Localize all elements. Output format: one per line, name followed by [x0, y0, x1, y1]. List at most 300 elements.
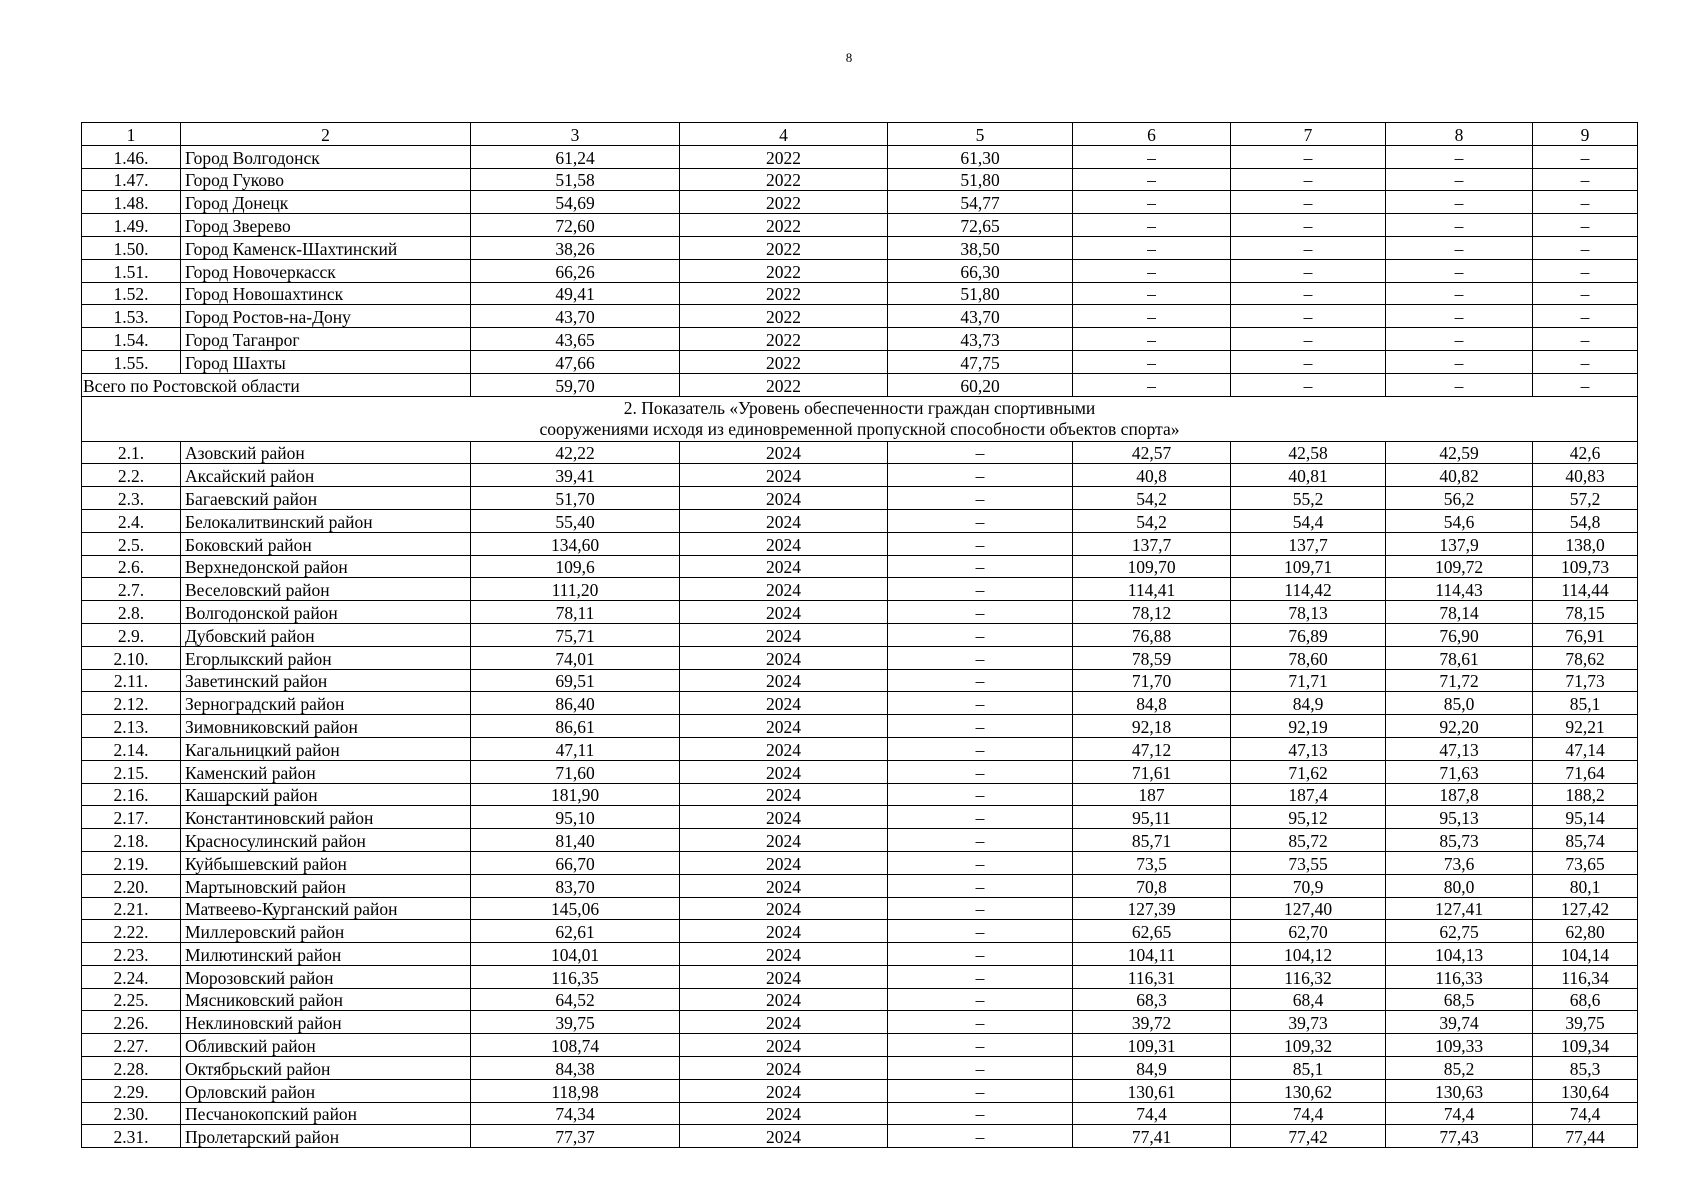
value-cell: 78,11: [471, 601, 680, 624]
territory-name: Зимовниковский район: [181, 715, 471, 738]
territory-name: Багаевский район: [181, 487, 471, 510]
row-number: 2.27.: [82, 1034, 181, 1057]
value-cell: 39,73: [1231, 1011, 1386, 1034]
table-row: [82, 692, 1638, 715]
indicator-table: [81, 122, 1638, 1148]
value-cell: 2024: [680, 1011, 888, 1034]
value-cell: 188,2: [1533, 783, 1638, 806]
value-cell: 40,8: [1073, 464, 1231, 487]
territory-name: Неклиновский район: [181, 1011, 471, 1034]
value-cell: 66,70: [471, 851, 680, 874]
value-cell: 54,8: [1533, 509, 1638, 532]
territory-name: Город Новошахтинск: [181, 282, 471, 305]
territory-name: Город Зверево: [181, 214, 471, 237]
value-cell: 2024: [680, 829, 888, 852]
value-cell: –: [1231, 328, 1386, 351]
row-number: 2.19.: [82, 851, 181, 874]
value-cell: 2024: [680, 851, 888, 874]
row-number: 1.51.: [82, 259, 181, 282]
value-cell: –: [1073, 373, 1231, 396]
value-cell: 78,62: [1533, 646, 1638, 669]
column-header: 5: [888, 123, 1073, 146]
row-number: 1.52.: [82, 282, 181, 305]
value-cell: 2024: [680, 692, 888, 715]
value-cell: 42,57: [1073, 441, 1231, 464]
value-cell: –: [888, 555, 1073, 578]
value-cell: 2024: [680, 555, 888, 578]
value-cell: 39,75: [471, 1011, 680, 1034]
territory-name: Песчанокопский район: [181, 1102, 471, 1125]
value-cell: 2024: [680, 669, 888, 692]
value-cell: 2024: [680, 897, 888, 920]
value-cell: 70,8: [1073, 874, 1231, 897]
value-cell: 75,71: [471, 623, 680, 646]
value-cell: 76,88: [1073, 623, 1231, 646]
value-cell: 43,70: [888, 305, 1073, 328]
value-cell: 68,5: [1386, 988, 1533, 1011]
value-cell: 71,60: [471, 760, 680, 783]
row-number: 2.24.: [82, 965, 181, 988]
value-cell: 71,62: [1231, 760, 1386, 783]
value-cell: 66,30: [888, 259, 1073, 282]
value-cell: 47,14: [1533, 737, 1638, 760]
value-cell: –: [888, 441, 1073, 464]
value-cell: 81,40: [471, 829, 680, 852]
row-number: 2.17.: [82, 806, 181, 829]
value-cell: 80,0: [1386, 874, 1533, 897]
territory-name: Белокалитвинский район: [181, 509, 471, 532]
value-cell: 85,3: [1533, 1057, 1638, 1080]
table-row: [82, 669, 1638, 692]
value-cell: 39,74: [1386, 1011, 1533, 1034]
value-cell: 85,72: [1231, 829, 1386, 852]
territory-name: Обливский район: [181, 1034, 471, 1057]
table-row: [82, 851, 1638, 874]
value-cell: 145,06: [471, 897, 680, 920]
value-cell: –: [1533, 236, 1638, 259]
value-cell: 78,12: [1073, 601, 1231, 624]
value-cell: 39,75: [1533, 1011, 1638, 1034]
value-cell: 95,13: [1386, 806, 1533, 829]
table-row: [82, 145, 1638, 168]
table-row: [82, 487, 1638, 510]
value-cell: –: [1386, 282, 1533, 305]
territory-name: Город Каменск-Шахтинский: [181, 236, 471, 259]
value-cell: 78,14: [1386, 601, 1533, 624]
value-cell: 71,63: [1386, 760, 1533, 783]
value-cell: 95,14: [1533, 806, 1638, 829]
value-cell: –: [1386, 259, 1533, 282]
value-cell: 130,62: [1231, 1079, 1386, 1102]
value-cell: 85,1: [1231, 1057, 1386, 1080]
value-cell: –: [888, 578, 1073, 601]
value-cell: 2022: [680, 373, 888, 396]
value-cell: 2024: [680, 988, 888, 1011]
row-number: 2.28.: [82, 1057, 181, 1080]
value-cell: –: [1533, 191, 1638, 214]
value-cell: –: [888, 737, 1073, 760]
value-cell: 2024: [680, 1057, 888, 1080]
value-cell: 68,3: [1073, 988, 1231, 1011]
value-cell: –: [888, 464, 1073, 487]
value-cell: 116,34: [1533, 965, 1638, 988]
table-row: [82, 236, 1638, 259]
section-title-line: 2. Показатель «Уровень обеспеченности граждан спортивными: [623, 397, 1096, 418]
section-title-row: [82, 396, 1638, 441]
value-cell: 104,01: [471, 943, 680, 966]
value-cell: 61,24: [471, 145, 680, 168]
value-cell: 114,42: [1231, 578, 1386, 601]
value-cell: –: [1386, 191, 1533, 214]
section-title: [82, 396, 1638, 441]
value-cell: –: [1533, 328, 1638, 351]
value-cell: 2022: [680, 305, 888, 328]
value-cell: 181,90: [471, 783, 680, 806]
value-cell: –: [1073, 191, 1231, 214]
value-cell: 62,80: [1533, 920, 1638, 943]
territory-name: Октябрьский район: [181, 1057, 471, 1080]
value-cell: 2024: [680, 806, 888, 829]
value-cell: –: [1231, 168, 1386, 191]
table-row: [82, 920, 1638, 943]
value-cell: 2022: [680, 282, 888, 305]
value-cell: 62,75: [1386, 920, 1533, 943]
value-cell: 54,69: [471, 191, 680, 214]
value-cell: –: [888, 601, 1073, 624]
value-cell: 77,41: [1073, 1125, 1231, 1148]
value-cell: 109,6: [471, 555, 680, 578]
value-cell: 40,83: [1533, 464, 1638, 487]
value-cell: 47,12: [1073, 737, 1231, 760]
value-cell: 118,98: [471, 1079, 680, 1102]
value-cell: 85,0: [1386, 692, 1533, 715]
value-cell: –: [1533, 168, 1638, 191]
value-cell: 109,72: [1386, 555, 1533, 578]
value-cell: 39,72: [1073, 1011, 1231, 1034]
value-cell: –: [888, 1057, 1073, 1080]
row-number: 1.48.: [82, 191, 181, 214]
value-cell: –: [1386, 214, 1533, 237]
header-row: [82, 123, 1638, 146]
row-number: 1.50.: [82, 236, 181, 259]
value-cell: 47,75: [888, 350, 1073, 373]
value-cell: –: [1231, 282, 1386, 305]
value-cell: 73,55: [1231, 851, 1386, 874]
value-cell: 2022: [680, 214, 888, 237]
value-cell: 47,66: [471, 350, 680, 373]
value-cell: 104,13: [1386, 943, 1533, 966]
table-row: [82, 168, 1638, 191]
value-cell: –: [1073, 282, 1231, 305]
value-cell: 56,2: [1386, 487, 1533, 510]
value-cell: 2024: [680, 1079, 888, 1102]
value-cell: 80,1: [1533, 874, 1638, 897]
value-cell: 47,13: [1386, 737, 1533, 760]
value-cell: 2024: [680, 509, 888, 532]
value-cell: 84,9: [1231, 692, 1386, 715]
value-cell: 71,64: [1533, 760, 1638, 783]
territory-name: Город Новочеркасск: [181, 259, 471, 282]
value-cell: 78,60: [1231, 646, 1386, 669]
value-cell: –: [888, 1034, 1073, 1057]
value-cell: –: [888, 487, 1073, 510]
value-cell: 2024: [680, 1034, 888, 1057]
table-row: [82, 350, 1638, 373]
table-row: [82, 988, 1638, 1011]
value-cell: 74,01: [471, 646, 680, 669]
table-row: [82, 464, 1638, 487]
value-cell: 77,43: [1386, 1125, 1533, 1148]
column-header: 3: [471, 123, 680, 146]
value-cell: –: [1386, 305, 1533, 328]
value-cell: 137,9: [1386, 532, 1533, 555]
value-cell: 71,73: [1533, 669, 1638, 692]
territory-name: Кашарский район: [181, 783, 471, 806]
value-cell: 85,74: [1533, 829, 1638, 852]
row-number: 2.21.: [82, 897, 181, 920]
value-cell: –: [1386, 350, 1533, 373]
value-cell: 2024: [680, 464, 888, 487]
value-cell: –: [888, 669, 1073, 692]
value-cell: 62,61: [471, 920, 680, 943]
value-cell: –: [1533, 259, 1638, 282]
value-cell: 85,1: [1533, 692, 1638, 715]
row-number: 2.25.: [82, 988, 181, 1011]
value-cell: 127,41: [1386, 897, 1533, 920]
table-row: [82, 1057, 1638, 1080]
value-cell: 71,70: [1073, 669, 1231, 692]
value-cell: 137,7: [1073, 532, 1231, 555]
value-cell: 73,65: [1533, 851, 1638, 874]
column-header: 9: [1533, 123, 1638, 146]
value-cell: 55,40: [471, 509, 680, 532]
row-number: 2.26.: [82, 1011, 181, 1034]
value-cell: 51,80: [888, 282, 1073, 305]
value-cell: 78,59: [1073, 646, 1231, 669]
value-cell: 40,81: [1231, 464, 1386, 487]
row-number: 2.10.: [82, 646, 181, 669]
territory-name: Заветинский район: [181, 669, 471, 692]
value-cell: –: [1231, 305, 1386, 328]
territory-name: Пролетарский район: [181, 1125, 471, 1148]
value-cell: 116,31: [1073, 965, 1231, 988]
value-cell: 74,4: [1386, 1102, 1533, 1125]
value-cell: –: [888, 851, 1073, 874]
territory-name: Веселовский район: [181, 578, 471, 601]
value-cell: 2024: [680, 943, 888, 966]
value-cell: 2022: [680, 168, 888, 191]
value-cell: –: [888, 509, 1073, 532]
value-cell: –: [1073, 236, 1231, 259]
value-cell: –: [1386, 373, 1533, 396]
value-cell: 2022: [680, 350, 888, 373]
table-row: [82, 1011, 1638, 1034]
value-cell: 77,37: [471, 1125, 680, 1148]
value-cell: –: [1073, 168, 1231, 191]
value-cell: 109,31: [1073, 1034, 1231, 1057]
value-cell: –: [1386, 236, 1533, 259]
value-cell: 109,73: [1533, 555, 1638, 578]
value-cell: –: [1533, 145, 1638, 168]
value-cell: 54,2: [1073, 487, 1231, 510]
value-cell: 116,35: [471, 965, 680, 988]
table-row: [82, 897, 1638, 920]
table-row: [82, 191, 1638, 214]
value-cell: 68,6: [1533, 988, 1638, 1011]
value-cell: –: [1386, 328, 1533, 351]
value-cell: 55,2: [1231, 487, 1386, 510]
value-cell: 86,40: [471, 692, 680, 715]
table-row: [82, 328, 1638, 351]
value-cell: 2024: [680, 441, 888, 464]
row-number: 2.30.: [82, 1102, 181, 1125]
table-row: [82, 441, 1638, 464]
value-cell: 54,77: [888, 191, 1073, 214]
row-number: 1.55.: [82, 350, 181, 373]
territory-name: Аксайский район: [181, 464, 471, 487]
row-number: 2.7.: [82, 578, 181, 601]
value-cell: 51,58: [471, 168, 680, 191]
value-cell: 95,11: [1073, 806, 1231, 829]
value-cell: 130,64: [1533, 1079, 1638, 1102]
value-cell: –: [1231, 236, 1386, 259]
value-cell: 2024: [680, 578, 888, 601]
value-cell: –: [888, 965, 1073, 988]
value-cell: 62,65: [1073, 920, 1231, 943]
territory-name: Куйбышевский район: [181, 851, 471, 874]
value-cell: 109,33: [1386, 1034, 1533, 1057]
value-cell: –: [1073, 328, 1231, 351]
table-row: [82, 829, 1638, 852]
value-cell: 72,60: [471, 214, 680, 237]
total-label: Всего по Ростовской области: [82, 373, 471, 396]
value-cell: –: [888, 646, 1073, 669]
row-number: 2.31.: [82, 1125, 181, 1148]
value-cell: 51,70: [471, 487, 680, 510]
row-number: 2.16.: [82, 783, 181, 806]
value-cell: 47,11: [471, 737, 680, 760]
value-cell: 2024: [680, 532, 888, 555]
value-cell: 104,14: [1533, 943, 1638, 966]
value-cell: 109,71: [1231, 555, 1386, 578]
row-number: 2.12.: [82, 692, 181, 715]
value-cell: –: [888, 760, 1073, 783]
value-cell: 73,6: [1386, 851, 1533, 874]
value-cell: 76,89: [1231, 623, 1386, 646]
value-cell: 130,61: [1073, 1079, 1231, 1102]
value-cell: 2022: [680, 259, 888, 282]
row-number: 2.20.: [82, 874, 181, 897]
value-cell: 42,59: [1386, 441, 1533, 464]
value-cell: 84,38: [471, 1057, 680, 1080]
value-cell: 187,4: [1231, 783, 1386, 806]
value-cell: 104,12: [1231, 943, 1386, 966]
value-cell: –: [1073, 214, 1231, 237]
territory-name: Морозовский район: [181, 965, 471, 988]
row-number: 2.23.: [82, 943, 181, 966]
value-cell: –: [1386, 168, 1533, 191]
table-row: [82, 1102, 1638, 1125]
value-cell: 114,41: [1073, 578, 1231, 601]
value-cell: 2024: [680, 487, 888, 510]
table-row: [82, 943, 1638, 966]
value-cell: 76,90: [1386, 623, 1533, 646]
territory-name: Миллеровский район: [181, 920, 471, 943]
row-number: 2.3.: [82, 487, 181, 510]
value-cell: 109,34: [1533, 1034, 1638, 1057]
territory-name: Город Шахты: [181, 350, 471, 373]
value-cell: 187: [1073, 783, 1231, 806]
value-cell: –: [1231, 373, 1386, 396]
value-cell: 43,73: [888, 328, 1073, 351]
value-cell: 64,52: [471, 988, 680, 1011]
row-number: 1.46.: [82, 145, 181, 168]
value-cell: 42,6: [1533, 441, 1638, 464]
row-number: 2.14.: [82, 737, 181, 760]
value-cell: 114,43: [1386, 578, 1533, 601]
value-cell: 60,20: [888, 373, 1073, 396]
row-number: 1.49.: [82, 214, 181, 237]
value-cell: –: [1533, 282, 1638, 305]
value-cell: 104,11: [1073, 943, 1231, 966]
table-row: [82, 965, 1638, 988]
value-cell: 2022: [680, 236, 888, 259]
value-cell: 71,61: [1073, 760, 1231, 783]
value-cell: 85,2: [1386, 1057, 1533, 1080]
table-row: [82, 509, 1638, 532]
value-cell: 2024: [680, 783, 888, 806]
table-row: [82, 282, 1638, 305]
table-row: [82, 1125, 1638, 1148]
value-cell: –: [1533, 305, 1638, 328]
value-cell: 137,7: [1231, 532, 1386, 555]
value-cell: 54,4: [1231, 509, 1386, 532]
value-cell: 2024: [680, 601, 888, 624]
territory-name: Мясниковский район: [181, 988, 471, 1011]
value-cell: –: [1231, 191, 1386, 214]
value-cell: –: [1231, 145, 1386, 168]
value-cell: –: [1533, 350, 1638, 373]
value-cell: 68,4: [1231, 988, 1386, 1011]
value-cell: 116,33: [1386, 965, 1533, 988]
row-number: 2.11.: [82, 669, 181, 692]
row-number: 2.2.: [82, 464, 181, 487]
table-row: [82, 874, 1638, 897]
table-row: [82, 623, 1638, 646]
column-header: 6: [1073, 123, 1231, 146]
value-cell: –: [1231, 214, 1386, 237]
column-header: 1: [82, 123, 181, 146]
value-cell: 2024: [680, 623, 888, 646]
territory-name: Боковский район: [181, 532, 471, 555]
value-cell: 116,32: [1231, 965, 1386, 988]
territory-name: Город Гуково: [181, 168, 471, 191]
territory-name: Каменский район: [181, 760, 471, 783]
row-number: 2.18.: [82, 829, 181, 852]
value-cell: 42,58: [1231, 441, 1386, 464]
value-cell: 127,42: [1533, 897, 1638, 920]
row-number: 2.13.: [82, 715, 181, 738]
row-number: 1.53.: [82, 305, 181, 328]
value-cell: 62,70: [1231, 920, 1386, 943]
value-cell: 74,4: [1231, 1102, 1386, 1125]
value-cell: 2022: [680, 145, 888, 168]
value-cell: 85,73: [1386, 829, 1533, 852]
value-cell: 74,34: [471, 1102, 680, 1125]
territory-name: Азовский район: [181, 441, 471, 464]
page-number: 8: [845, 50, 853, 65]
value-cell: 130,63: [1386, 1079, 1533, 1102]
